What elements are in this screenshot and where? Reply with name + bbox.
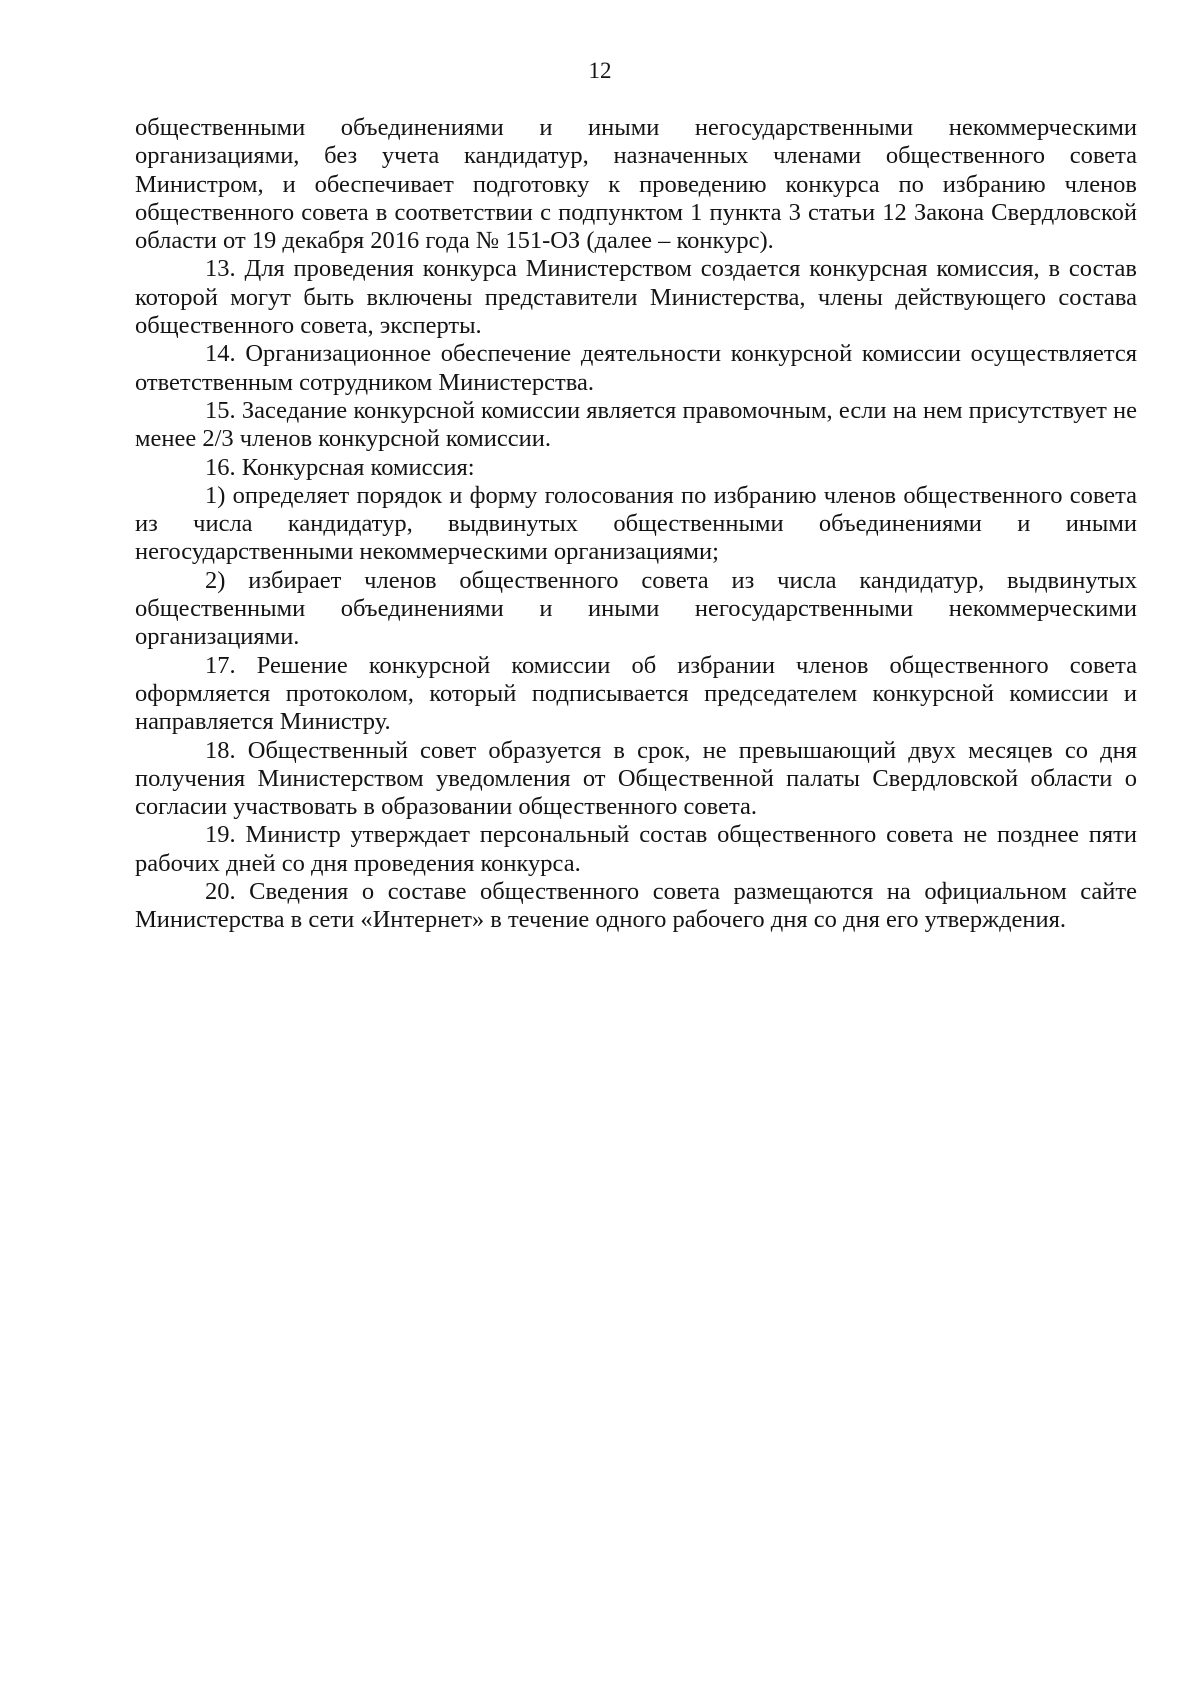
paragraph-item-17: 17. Решение конкурсной комиссии об избрании членов общественного совета оформляется протоколом, который подписывается председателем конкурсной комиссии и направляется Министру. bbox=[135, 651, 1137, 736]
paragraph-item-15: 15. Заседание конкурсной комиссии является правомочным, если на нем присутствует не менее 2/3 членов конкурсной комиссии. bbox=[135, 396, 1137, 453]
paragraph-item-16-2: 2) избирает членов общественного совета из числа кандидатур, выдвинутых общественными объединениями и иными негосударственными некоммерческими организациями. bbox=[135, 566, 1137, 651]
page-number: 12 bbox=[588, 58, 612, 83]
paragraph-continuation: общественными объединениями и иными негосударственными некоммерческими организациями, без учета кандидатур, назначенных членами общественного совета Министром, и обеспечивает подготовку к проведению конкурса по избранию членов общественного совета в соответствии с подпунктом 1 пункта 3 статьи 12 Закона Свердловской области от 19 декабря 2016 года № 151-ОЗ (далее – конкурс). bbox=[135, 114, 1137, 255]
paragraph-item-14: 14. Организационное обеспечение деятельности конкурсной комиссии осуществляется ответственным сотрудником Министерства. bbox=[135, 340, 1137, 396]
document-body bbox=[135, 114, 1137, 935]
paragraph-item-16: 16. Конкурсная комиссия: bbox=[205, 453, 475, 481]
paragraph-item-20: 20. Сведения о составе общественного совета размещаются на официальном сайте Министерства в сети «Интернет» в течение одного рабочего дня со дня его утверждения. bbox=[135, 878, 1137, 934]
paragraph-item-13: 13. Для проведения конкурса Министерством создается конкурсная комиссия, в состав которой могут быть включены представители Министерства, члены действующего состава общественного совета, эксперты. bbox=[135, 255, 1137, 340]
paragraph-item-19: 19. Министр утверждает персональный состав общественного совета не позднее пяти рабочих дней со дня проведения конкурса. bbox=[135, 821, 1137, 877]
paragraph-item-16-1: 1) определяет порядок и форму голосования по избранию членов общественного совета из числа кандидатур, выдвинутых общественными объединениями и иными негосударственными некоммерческими организациями; bbox=[135, 481, 1137, 566]
paragraph-item-18: 18. Общественный совет образуется в срок, не превышающий двух месяцев со дня получения Министерством уведомления от Общественной палаты Свердловской области о согласии участвовать в образовании общественного совета. bbox=[135, 736, 1137, 821]
